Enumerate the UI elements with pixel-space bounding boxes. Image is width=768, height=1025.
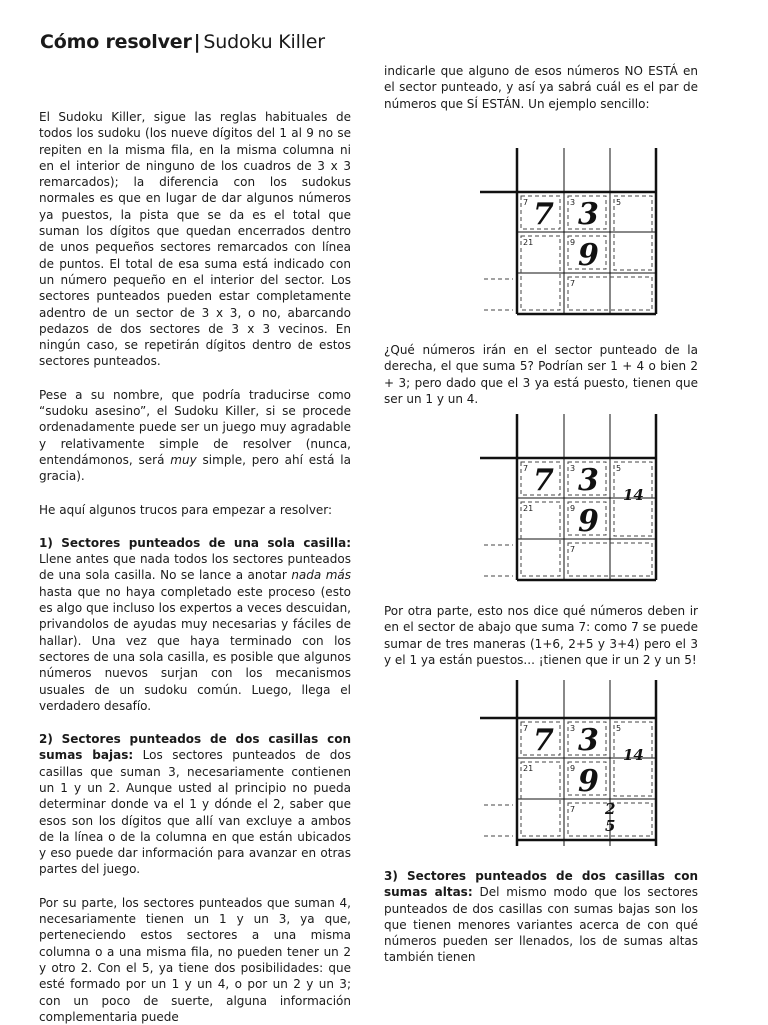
text-span: hasta que no haya completado este proceso (esto es algo que incluso los expertos a veces descuidan, privandolos de ayudas muy necesarias y fáciles de hallar). Una vez que haya terminado con los sectores de una sola casilla, es posible que algunos números nuevos surjan con los mecanismos usuales de un sudoku común. Luego, llega el verdadero desafío.	[39, 584, 351, 713]
cage-sum: 21	[523, 764, 534, 773]
cage-sum: 3	[570, 464, 576, 473]
solved-digit: 9	[578, 238, 599, 273]
emphasis: nada más	[291, 568, 352, 583]
cage-sum: 5	[616, 724, 622, 733]
solved-digit: 3	[578, 197, 599, 232]
text-span: ¿Qué números irán en el sector punteado de la derecha, el que suma 5? Podrían ser 1 + 4 o bien 2 + 3; pero dado que el 3 ya está puesto, tienen que ser un 1 y un 4.	[384, 343, 698, 406]
solved-digit: 9	[578, 504, 599, 539]
solved-digit: 7	[533, 463, 554, 498]
solved-digit: 3	[578, 463, 599, 498]
solved-digit: 7	[533, 723, 554, 758]
tip-3-paragraph	[384, 868, 698, 966]
cage-sum: 3	[570, 198, 576, 207]
sudoku-example-2	[480, 414, 660, 584]
sudoku-example-1	[480, 148, 660, 318]
name-paragraph	[39, 387, 351, 485]
tip-1-paragraph	[39, 535, 351, 714]
text-span: Los sectores punteados de dos casillas que suman 3, necesariamente contienen un 1 y un 2. Aunque usted al principio no pueda determinar donde va el 1 y dónde el 2, saber que esos son los dígitos que allí van excluye a ambos de la línea o de la columna en que están ubicados y eso puede dar información para avanzar en otras partes del juego.	[39, 748, 351, 877]
tip-2-heading: 2) Sectores punteados de dos casillas con sumas bajas:	[39, 732, 351, 763]
example-question	[384, 342, 698, 407]
cage-sum: 5	[616, 198, 622, 207]
cage-sum: 7	[523, 464, 529, 473]
solved-digit: 7	[533, 197, 554, 232]
emphasis: muy	[170, 452, 197, 467]
cage-sum: 9	[570, 238, 576, 247]
cage-sum: 7	[523, 198, 529, 207]
cage-sum: 7	[570, 545, 576, 554]
cage-sum: 7	[570, 805, 576, 814]
example-intro	[384, 63, 698, 112]
text-span: Llene antes que nada todos los sectores punteados de una sola casilla. No se lance a anotar	[39, 552, 351, 583]
title-separator: |	[193, 31, 201, 53]
page-title	[40, 31, 325, 53]
text-span: Por otra parte, esto nos dice qué números deben ir en el sector de abajo que suma 7: como 7 se puede sumar de tres maneras (1+6, 2+5 y 3+4) pero el 3 y el 1 ya están puestos... ¡tienen que ir un 2 y un 5!	[384, 604, 698, 667]
cage-sum: 7	[570, 279, 576, 288]
cage-sum: 9	[570, 504, 576, 513]
intro-paragraph: El Sudoku Killer, sigue las reglas habituales de todos los sudoku (los nueve dígitos del 1 al 9 no se repiten en la misma fila, en la misma columna ni en el interior de ninguno de los cuadros de 3 x 3 remarcados); la diferencia con los sudokus normales es que en lugar de dar algunos números ya puestos, la pista que se da es el total que suman los dígitos que quedan encerrados dentro de unos pequeños sectores remarcados con línea de puntos. El total de esa suma está indicado con un número pequeño en el interior del sector. Los sectores punteados pueden estar completamente adentro de un sector de 3 x 3, o no, abarcando pedazos de dos sectores de 3 x 3 vecinos. En ningún caso, se repetirán dígitos dentro de estos sectores punteados.	[39, 110, 351, 369]
text-span: indicarle que alguno de esos números NO ESTÁ en el sector punteado, y así ya sabrá cuál es el par de números que SÍ ESTÁN. Un ejemplo sencillo:	[384, 64, 698, 111]
solved-digit: 9	[578, 764, 599, 799]
cage-sum: 21	[523, 504, 534, 513]
sudoku-example-3	[480, 680, 660, 850]
tip-1-heading: 1) Sectores punteados de una sola casilla:	[39, 535, 351, 550]
pencil-mark: 14	[623, 746, 644, 764]
tips-intro: He aquí algunos trucos para empezar a resolver:	[39, 502, 333, 517]
text-span: simple, pero ahí está la gracia).	[39, 452, 351, 484]
sum-4-paragraph: Por su parte, los sectores punteados que suman 4, necesariamente tienen un 1 y un 3, ya que, perteneciendo estos sectores a una misma columna o a una misma fila, no pueden tener un 2 y otro 2. Con el 5, ya tiene dos posibilidades: que esté formado por un 1 y un 4, o por un 2 y un 3; con un poco de suerte, alguna información complementaria puede	[39, 895, 351, 1024]
tip-2-paragraph	[39, 731, 351, 878]
cage-sum: 7	[523, 724, 529, 733]
text-span: Pese a su nombre, que podría traducirse como “sudoku asesino”, el Sudoku Killer, si se procede ordenadamente puede ser un juego muy agradable y relativamente simple de resolver (nunca, entendámonos, será	[39, 387, 351, 467]
pencil-mark: 5	[605, 817, 616, 835]
solved-digit: 3	[578, 723, 599, 758]
cage-sum: 9	[570, 764, 576, 773]
cage-sum: 5	[616, 464, 622, 473]
tip-3-heading: 3) Sectores punteados de dos casillas con sumas altas:	[384, 869, 698, 900]
left-column	[39, 109, 351, 1025]
example-followup	[384, 603, 698, 668]
pencil-mark: 14	[623, 486, 644, 504]
cage-sum: 21	[523, 238, 534, 247]
title-regular: Sudoku Killer	[203, 31, 325, 53]
pencil-mark: 2	[605, 800, 616, 818]
title-bold: Cómo resolver	[40, 31, 192, 53]
cage-sum: 3	[570, 724, 576, 733]
text-span: Del mismo modo que los sectores punteados de dos casillas con sumas bajas son los que tienen menores variantes acerca de con qué números pueden ser llenados, los de sumas altas también tienen	[384, 885, 699, 965]
text-span	[384, 868, 698, 966]
